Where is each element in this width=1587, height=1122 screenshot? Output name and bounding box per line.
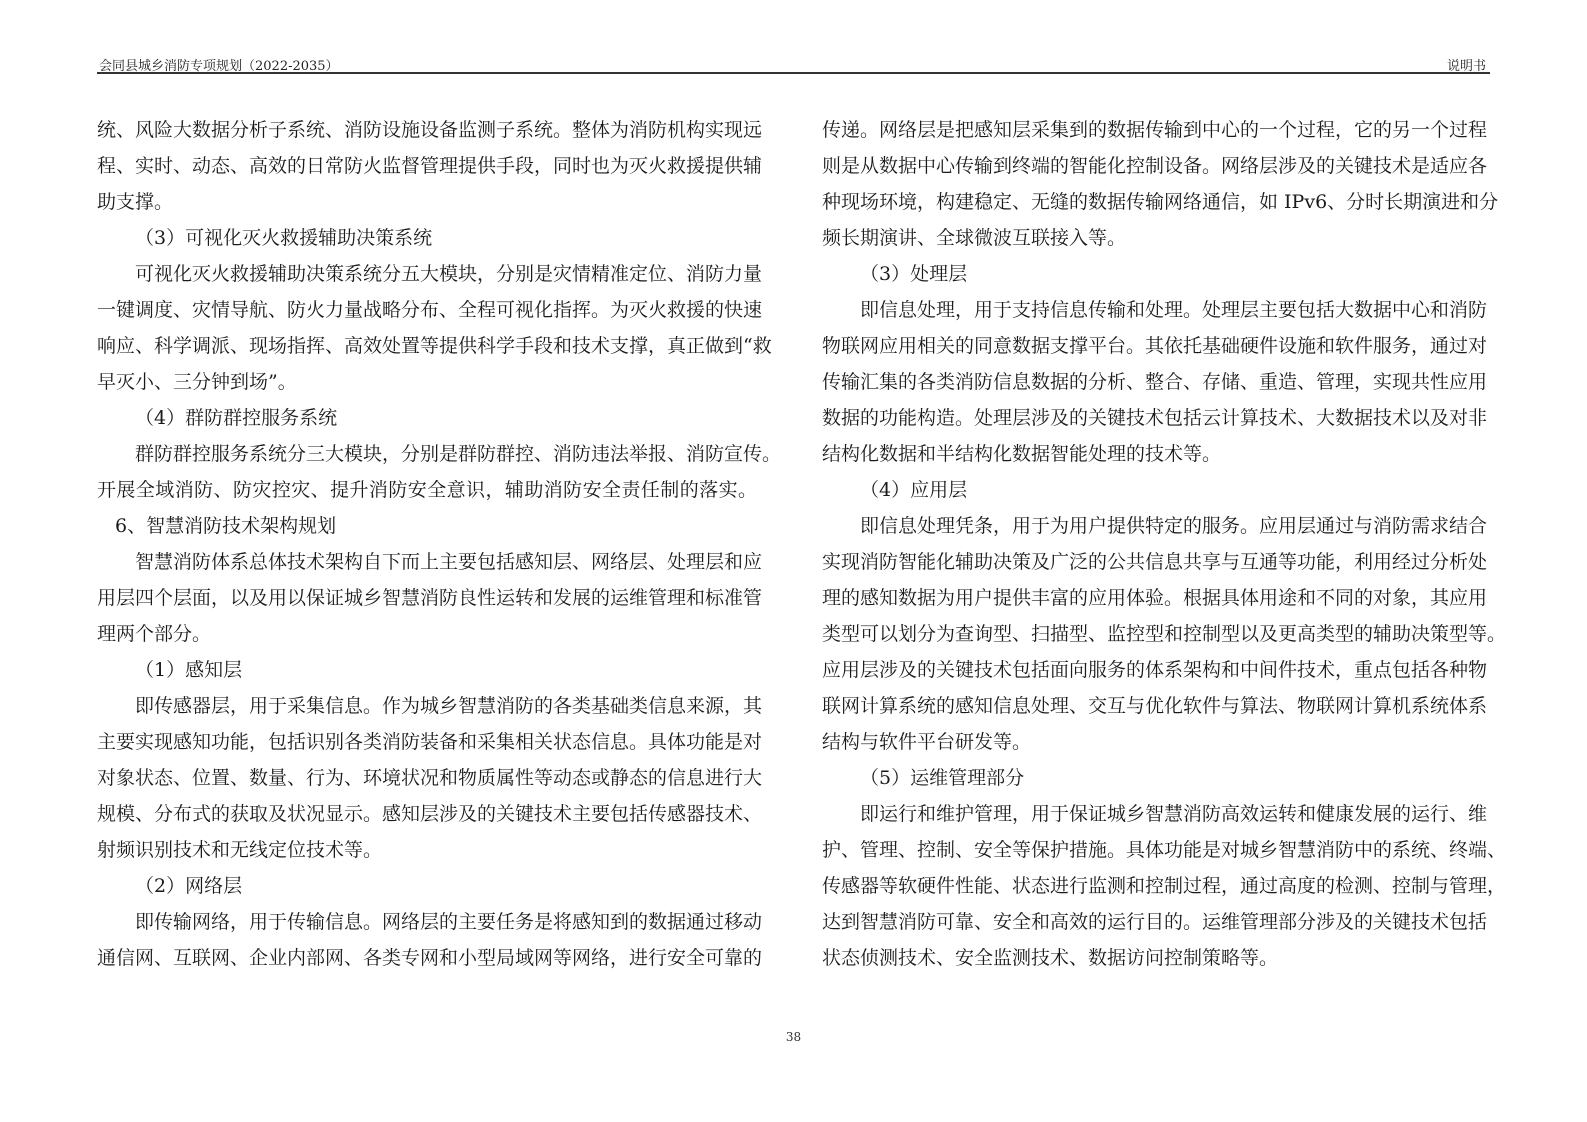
text-line: 应用层涉及的关键技术包括面向服务的体系架构和中间件技术，重点包括各种物 (822, 659, 1488, 681)
text-line: 频长期演讲、全球微波互联接入等。 (822, 227, 1127, 249)
text-line: （1）感知层 (135, 659, 243, 681)
text-line: 护、管理、控制、安全等保护措施。具体功能是对城乡智慧消防中的系统、终端、 (822, 839, 1507, 861)
header-rule (97, 72, 1490, 74)
text-line: 规模、分布式的获取及状况显示。感知层涉及的关键技术主要包括传感器技术、 (97, 803, 763, 825)
text-line: 主要实现感知功能，包括识别各类消防装备和采集相关状态信息。具体功能是对 (97, 731, 763, 753)
text-line: 6、智慧消防技术架构规划 (115, 515, 337, 537)
text-line: 类型可以划分为查询型、扫描型、监控型和控制型以及更高类型的辅助决策型等。 (822, 623, 1507, 645)
text-line: 传输汇集的各类消防信息数据的分析、整合、存储、重造、管理，实现共性应用 (822, 371, 1488, 393)
text-line: 可视化灭火救援辅助决策系统分五大模块，分别是灾情精准定位、消防力量 (135, 263, 763, 285)
text-line: 智慧消防体系总体技术架构自下而上主要包括感知层、网络层、处理层和应 (135, 551, 763, 573)
text-line: 即传感器层，用于采集信息。作为城乡智慧消防的各类基础类信息来源，其 (135, 695, 763, 717)
text-line: 结构化数据和半结构化数据智能处理的技术等。 (822, 443, 1222, 465)
text-line: 理的感知数据为用户提供丰富的应用体验。根据具体用途和不同的对象，其应用 (822, 587, 1488, 609)
text-line: 种现场环境，构建稳定、无缝的数据传输网络通信，如 IPv6、分时长期演进和分 (822, 191, 1499, 213)
text-line: 即运行和维护管理，用于保证城乡智慧消防高效运转和健康发展的运行、维 (860, 803, 1488, 825)
text-line: 开展全域消防、防灾控灾、提升消防安全意识，辅助消防安全责任制的落实。 (97, 479, 758, 501)
text-line: 响应、科学调派、现场指挥、高效处置等提供科学手段和技术支撑，真正做到“救 (97, 335, 772, 357)
text-line: 一键调度、灾情导航、防火力量战略分布、全程可视化指挥。为灭火救援的快速 (97, 299, 763, 321)
text-line: （4）群防群控服务系统 (135, 407, 338, 429)
text-line: （4）应用层 (860, 479, 968, 501)
text-line: 即传输网络，用于传输信息。网络层的主要任务是将感知到的数据通过移动 (135, 911, 763, 933)
text-line: 状态侦测技术、安全监测技术、数据访问控制策略等。 (822, 947, 1279, 969)
text-line: 射频识别技术和无线定位技术等。 (97, 839, 383, 861)
text-line: 助支撑。 (97, 191, 174, 213)
text-line: （5）运维管理部分 (860, 767, 1025, 789)
text-line: 达到智慧消防可靠、安全和高效的运行目的。运维管理部分涉及的关键技术包括 (822, 911, 1488, 933)
text-line: 即信息处理凭条，用于为用户提供特定的服务。应用层通过与消防需求结合 (860, 515, 1488, 537)
text-line: （3）可视化灭火救援辅助决策系统 (135, 227, 433, 249)
text-line: 用层四个层面，以及用以保证城乡智慧消防良性运转和发展的运维管理和标准管 (97, 587, 763, 609)
text-line: 数据的功能构造。处理层涉及的关键技术包括云计算技术、大数据技术以及对非 (822, 407, 1488, 429)
text-line: 通信网、互联网、企业内部网、各类专网和小型局域网等网络，进行安全可靠的 (97, 947, 763, 969)
text-line: 则是从数据中心传输到终端的智能化控制设备。网络层涉及的关键技术是适应各 (822, 155, 1488, 177)
text-line: 程、实时、动态、高效的日常防火监督管理提供手段，同时也为灭火救援提供辅 (97, 155, 763, 177)
text-line: 群防群控服务系统分三大模块，分别是群防群控、消防违法举报、消防宣传。 (135, 443, 782, 465)
header-title: 会同县城乡消防专项规划（2022-2035） (99, 59, 339, 74)
text-line: 联网计算系统的感知信息处理、交互与优化软件与算法、物联网计算机系统体系 (822, 695, 1488, 717)
page-number: 38 (785, 1030, 802, 1044)
text-line: （2）网络层 (135, 875, 243, 897)
text-line: 传递。网络层是把感知层采集到的数据传输到中心的一个过程，它的另一个过程 (822, 119, 1488, 141)
text-line: 理两个部分。 (97, 623, 212, 645)
text-line: 结构与软件平台研发等。 (822, 731, 1032, 753)
text-line: 传感器等软硬件性能、状态进行监测和控制过程，通过高度的检测、控制与管理， (822, 875, 1507, 897)
text-line: （3）处理层 (860, 263, 968, 285)
text-line: 即信息处理，用于支持信息传输和处理。处理层主要包括大数据中心和消防 (860, 299, 1488, 321)
text-line: 统、风险大数据分析子系统、消防设施设备监测子系统。整体为消防机构实现远 (97, 119, 763, 141)
text-line: 物联网应用相关的同意数据支撑平台。其依托基础硬件设施和软件服务，通过对 (822, 335, 1488, 357)
text-line: 实现消防智能化辅助决策及广泛的公共信息共享与互通等功能，利用经过分析处 (822, 551, 1488, 573)
header-doc-type: 说明书 (1446, 59, 1486, 74)
text-line: 早灭小、三分钟到场”。 (97, 371, 297, 393)
text-line: 对象状态、位置、数量、行为、环境状况和物质属性等动态或静态的信息进行大 (97, 767, 763, 789)
